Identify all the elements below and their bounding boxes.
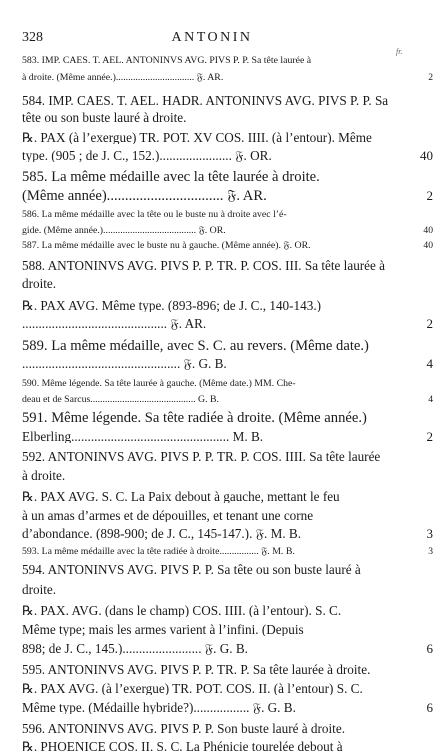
text-line: à droite. (Même année.)................................ 𝔉. AR. [22,73,224,83]
text-line: droite. [22,583,57,597]
text-line: 587. La même médaille avec le buste nu à gauche. (Même année). 𝔉. OR. [22,241,311,251]
text-line: ℞. PHOENICE COS. II. S. C. La Phénicie tourelée debout à [22,740,343,753]
running-title: ANTONIN [171,30,253,45]
text-line: 584. IMP. CAES. T. AEL. HADR. ANTONINVS AVG. PIVS P. P. Sa [22,94,389,108]
text-line: Même type; mais les armes varient à l’infini. (Depuis [22,623,304,637]
text-line: 586. La même médaille avec la tête ou le buste nu à droite avec l’é- [22,210,287,220]
text-line: 589. La même médaille, avec S. C. au revers. (Même date.) [22,339,369,354]
text-line: 593. La même médaille avec la tête radiée à droite................ 𝔉. M. B. [22,547,295,557]
price-value: 4 [428,394,433,405]
text-line: 596. ANTONINVS AVG. PIVS P. P. Son buste lauré à droite. [22,722,345,736]
price-value: 40 [423,240,433,251]
text-line: Même type. (Médaille hybride?)................. 𝔉. G. B. [22,701,296,715]
text-line: à un amas d’armes et de dépouilles, et tenant une corne [22,509,314,523]
text-line: ℞. PAX. AVG. (dans le champ) COS. IIII. (à l’entour). S. C. [22,604,342,618]
text-line: d’abondance. (898-900; de J. C., 145-147.). 𝔉. M. B. [22,527,302,541]
text-line: 583. IMP. CAES. T. AEL. ANTONINVS AVG. PIVS P. P. Sa tête laurée à [22,56,312,66]
text-line: (Même année)................................ 𝔉. AR. [22,189,267,204]
text-line: ℞. PAX AVG. (à l’exergue) TR. POT. COS. II. (à l’entour) S. C. [22,682,363,696]
price-value: 3 [428,546,433,557]
text-line: 585. La même médaille avec la tête laurée à droite. [22,170,320,185]
text-line: ................................................ 𝔉. G. B. [22,357,227,371]
text-line: Elberling................................................ M. B. [22,430,264,444]
price-value: 2 [428,72,433,83]
page-number: 328 [22,30,43,45]
text-line: à droite. [22,469,66,483]
text-line: ℞. PAX AVG. Même type. (893-896; de J. C., 140-143.) [22,299,322,313]
price-value: 3 [426,526,433,541]
text-line: 588. ANTONINVS AVG. PIVS P. P. TR. P. COS. III. Sa tête laurée à [22,259,386,273]
price-value: 6 [426,700,433,715]
text-line: ℞. PAX AVG. S. C. La Paix debout à gauche, mettant le feu [22,490,340,504]
text-line: 594. ANTONINVS AVG. PIVS P. P. Sa tête ou son buste lauré à [22,563,361,577]
price-value: 40 [423,225,433,236]
text-line: tête ou son buste lauré à droite. [22,111,187,125]
text-line: 898; de J. C., 145.)........................ 𝔉. G. B. [22,642,248,656]
price-value: 6 [426,641,433,656]
page-header [22,30,402,48]
price-value: 2 [426,429,433,444]
text-line: type. (905 ; de J. C., 152.)...................... 𝔉. OR. [22,149,272,163]
margin-note: fr. [396,47,403,56]
price-value: 4 [426,356,433,371]
text-line: droite. [22,277,57,291]
price-value: 40 [420,148,433,163]
text-line: gide. (Même année.)...................................... 𝔉. OR. [22,226,226,236]
text-line: ℞. PAX (à l’exergue) TR. POT. XV COS. IIII. (à l’entour). Même [22,131,372,145]
text-line: ............................................ 𝔉. AR. [22,317,207,331]
text-line: 591. Même légende. Sa tête radiée à droite. (Même année.) [22,411,367,426]
text-line: 595. ANTONINVS AVG. PIVS P. P. TR. P. Sa tête laurée à droite. [22,663,371,677]
text-line: deau et de Sarcus........................................... G. B. [22,395,219,405]
text-line: 590. Même légende. Sa tête laurée à gauche. (Même date.) MM. Che- [22,379,296,389]
price-value: 2 [426,316,433,331]
text-line: 592. ANTONINVS AVG. PIVS P. P. TR. P. COS. IIII. Sa tête laurée [22,450,381,464]
price-value: 2 [426,188,433,203]
